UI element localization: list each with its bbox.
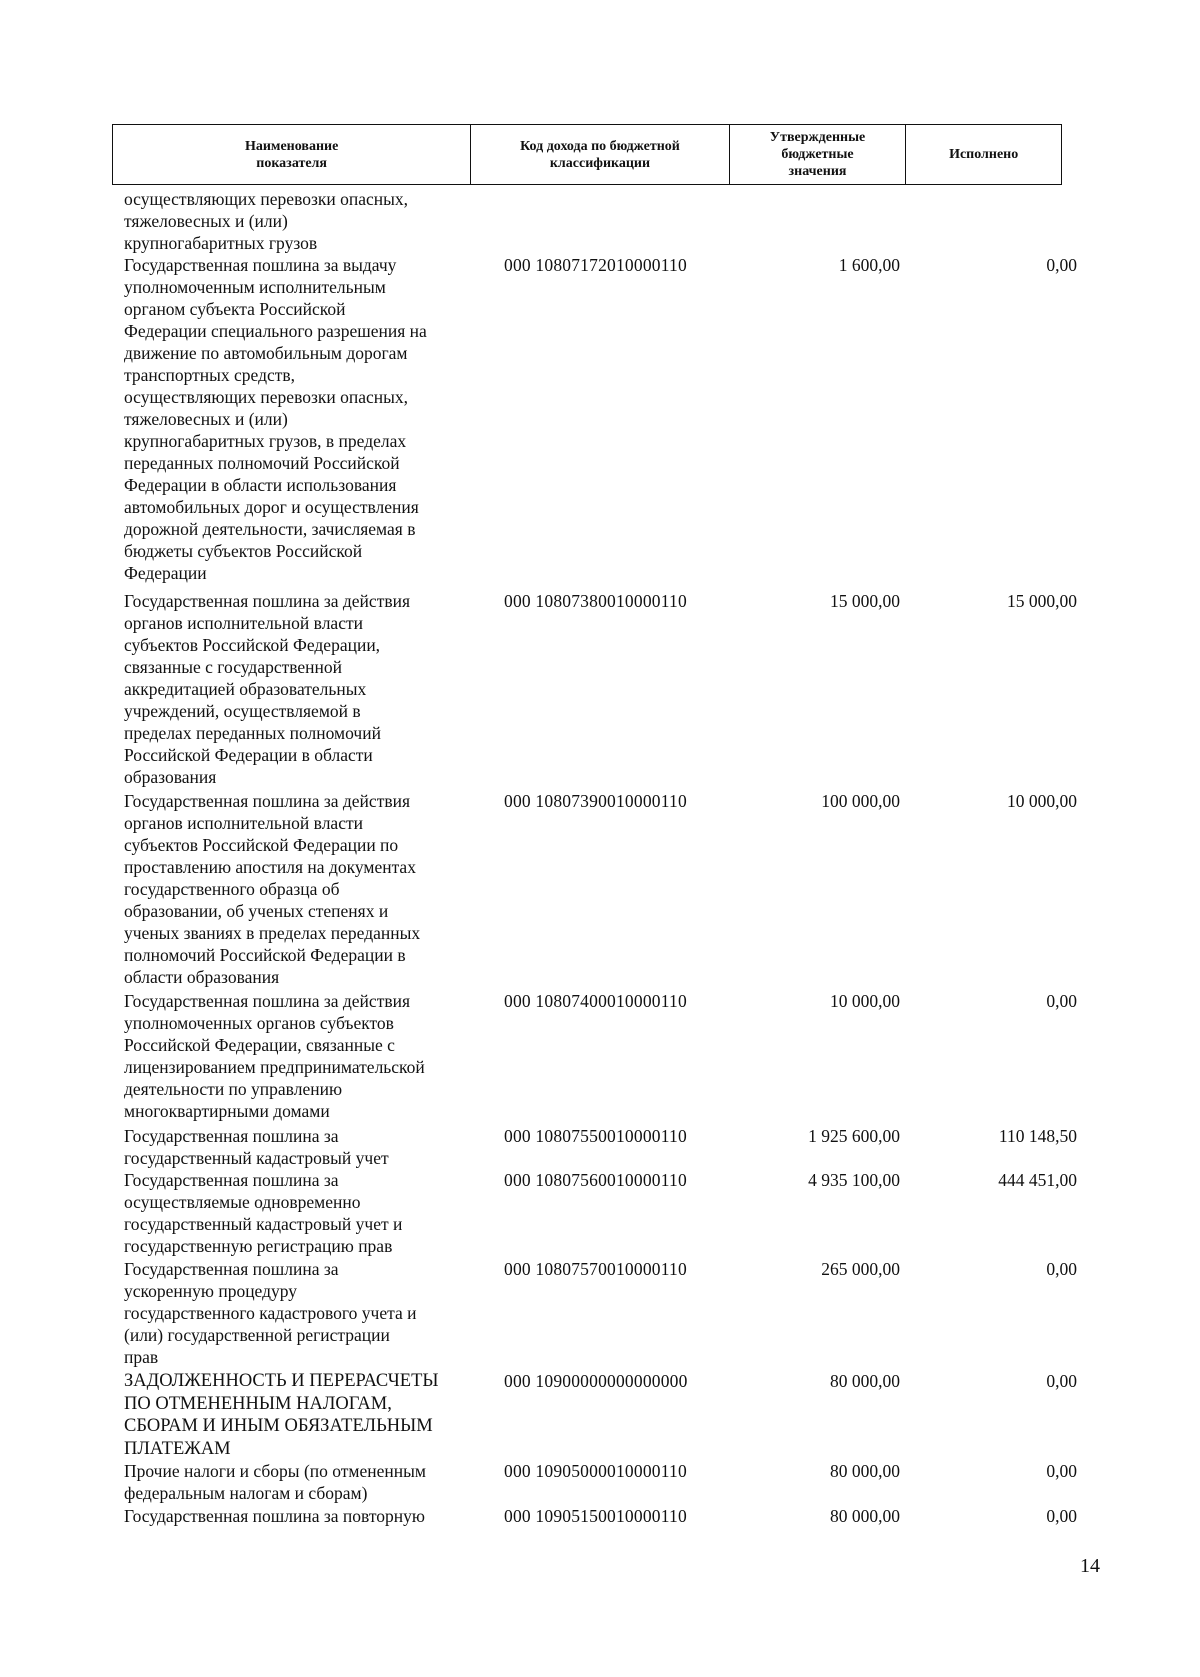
row-code: 000 10807380010000110 <box>504 591 687 611</box>
row-approved: 80 000,00 <box>830 1371 900 1391</box>
row-done: 444 451,00 <box>998 1170 1077 1190</box>
row-name: Государственная пошлина за осуществляемые одновременно государственный кадастровый учет и государственную регистрацию прав <box>124 1170 403 1256</box>
row-name: Государственная пошлина за действия уполномоченных органов субъектов Российской Федерации, связанные с лицензированием предпринимательской деятельности по управлению многоквартирными домами <box>124 991 425 1121</box>
row-done: 0,00 <box>1046 1461 1077 1481</box>
header-code: Код дохода по бюджетной классификации <box>471 125 729 184</box>
row-done: 0,00 <box>1046 1259 1077 1279</box>
page-number: 14 <box>1080 1555 1100 1577</box>
row-done: 0,00 <box>1046 991 1077 1011</box>
row-code: 000 10905000010000110 <box>504 1461 687 1481</box>
row-code: 000 10905150010000110 <box>504 1506 687 1526</box>
row-name: Государственная пошлина за ускоренную процедуру государственного кадастрового учета и (или) государственной регистрации прав <box>124 1259 417 1367</box>
row-approved: 80 000,00 <box>830 1506 900 1526</box>
row-done: 0,00 <box>1046 255 1077 275</box>
row-code: 000 10807400010000110 <box>504 991 687 1011</box>
row-approved: 15 000,00 <box>830 591 900 611</box>
row-code: 000 10807560010000110 <box>504 1170 687 1190</box>
row-done: 110 148,50 <box>998 1126 1077 1146</box>
row-code: 000 10900000000000000 <box>504 1371 688 1391</box>
row-code: 000 10807570010000110 <box>504 1259 687 1279</box>
row-done: 15 000,00 <box>1007 591 1077 611</box>
table-header <box>112 124 1062 185</box>
header-done: Исполнено <box>949 147 1019 162</box>
row-name: Государственная пошлина за действия органов исполнительной власти субъектов Российской Федерации, связанные с государственной аккредитацией образовательных учреждений, осуществляемой в пределах переданных полномочий Российской Федерации в области образования <box>124 591 411 787</box>
row-name: Прочие налоги и сборы (по отмененным федеральным налогам и сборам) <box>124 1461 426 1503</box>
row-approved: 1 600,00 <box>838 255 900 275</box>
row-code: 000 10807390010000110 <box>504 791 687 811</box>
row-code: 000 10807172010000110 <box>504 255 687 275</box>
header-name: Наименование показателя <box>113 125 471 184</box>
row-approved: 265 000,00 <box>821 1259 900 1279</box>
header-approved: Утвержденные бюджетные значения <box>730 125 907 184</box>
row-name: осуществляющих перевозки опасных, тяжеловесных и (или) крупногабаритных грузов <box>124 189 409 253</box>
row-approved: 80 000,00 <box>830 1461 900 1481</box>
row-done: 0,00 <box>1046 1506 1077 1526</box>
row-approved: 4 935 100,00 <box>808 1170 900 1190</box>
row-code: 000 10807550010000110 <box>504 1126 687 1146</box>
row-name: Государственная пошлина за действия органов исполнительной власти субъектов Российской Федерации по проставлению апостиля на документах государственного образца об образовании, об ученых степенях и ученых званиях в пределах переданных полномочий Российской Федерации в области образования <box>124 791 421 987</box>
row-approved: 100 000,00 <box>821 791 900 811</box>
row-name: Государственная пошлина за повторную <box>124 1506 425 1526</box>
row-name: ЗАДОЛЖЕННОСТЬ И ПЕРЕРАСЧЕТЫ ПО ОТМЕНЕННЫМ НАЛОГАМ, СБОРАМ И ИНЫМ ОБЯЗАТЕЛЬНЫМ ПЛАТЕЖАМ <box>124 1371 439 1459</box>
row-name: Государственная пошлина за государственный кадастровый учет <box>124 1126 389 1168</box>
row-done: 0,00 <box>1046 1371 1077 1391</box>
row-name: Государственная пошлина за выдачу уполномоченным исполнительным органом субъекта Российской Федерации специального разрешения на движение по автомобильным дорогам транспортных средств, осуществляющих перевозки опасных, тяжеловесных и (или) крупногабаритных грузов, в пределах переданных полномочий Российской Федерации в области использования автомобильных дорог и осуществления дорожной деятельности, зачисляемая в бюджеты субъектов Российской Федерации <box>124 255 427 583</box>
row-approved: 10 000,00 <box>830 991 900 1011</box>
row-approved: 1 925 600,00 <box>808 1126 900 1146</box>
row-done: 10 000,00 <box>1007 791 1077 811</box>
